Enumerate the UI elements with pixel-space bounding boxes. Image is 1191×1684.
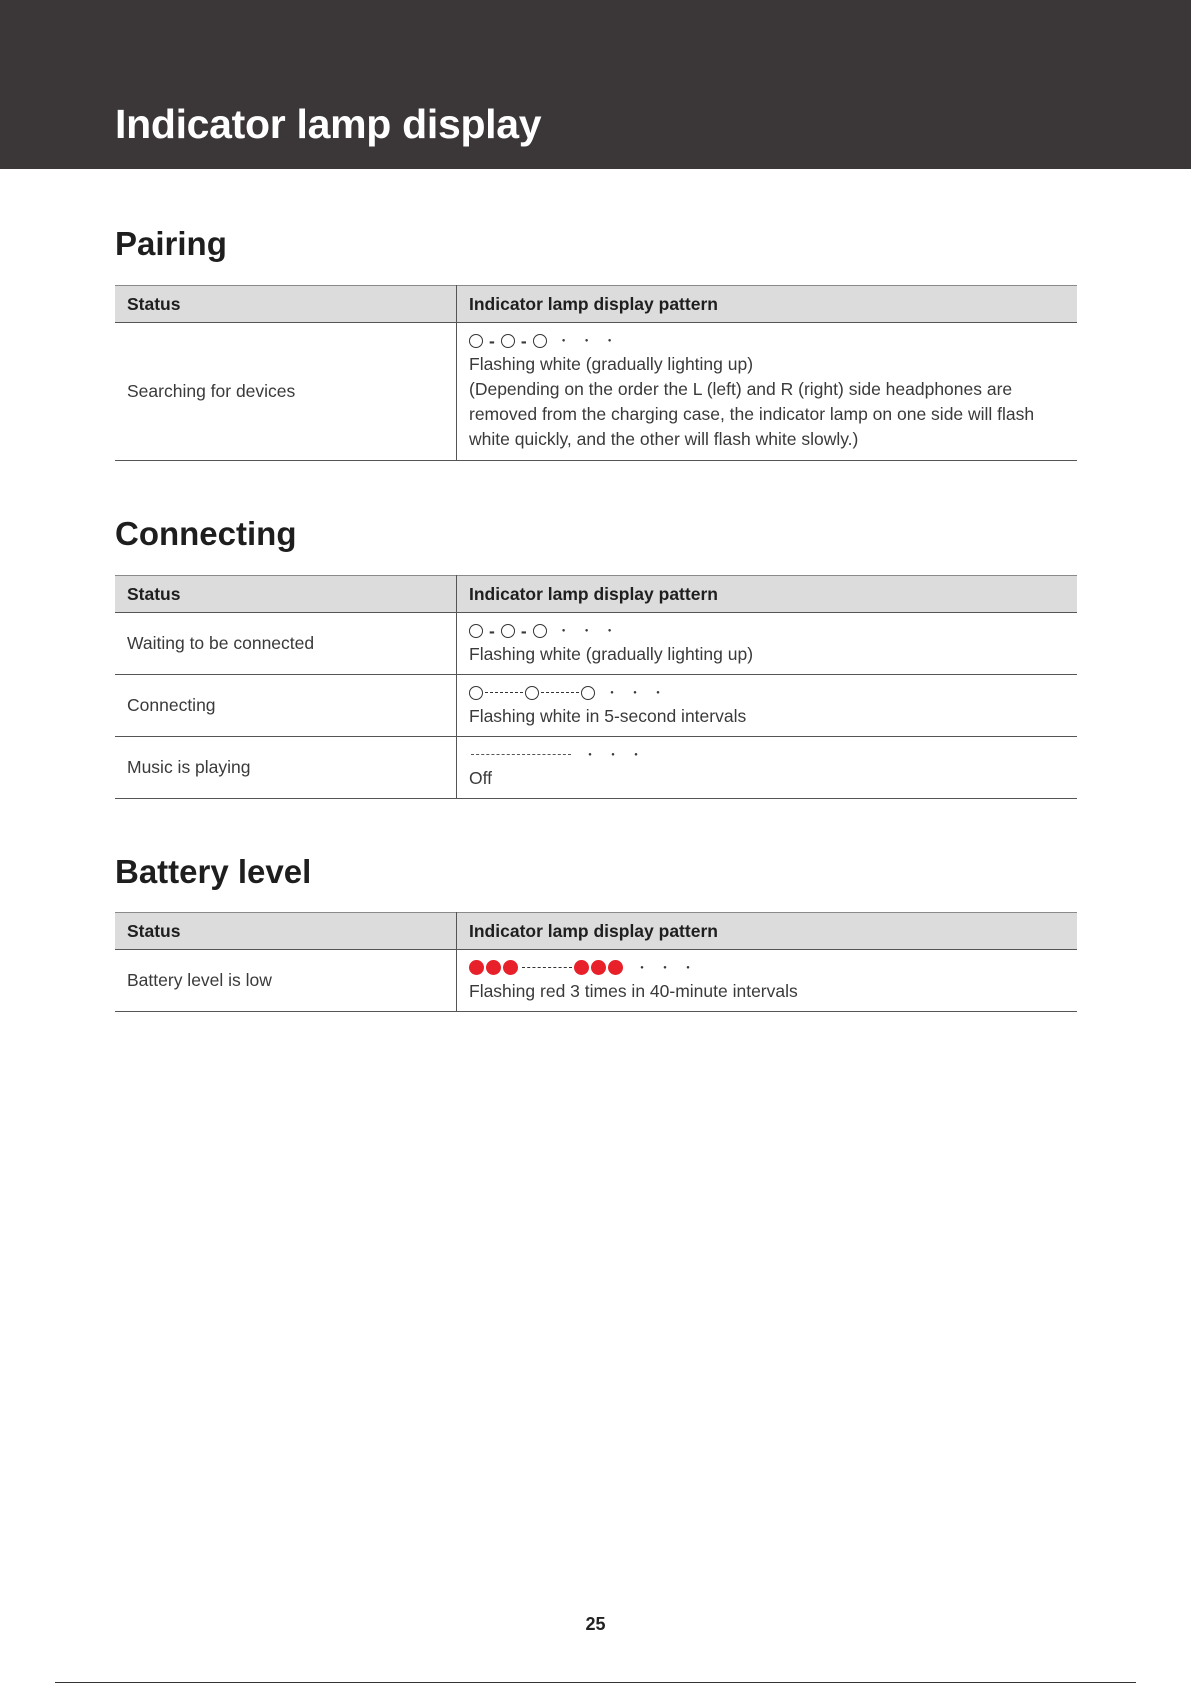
pattern-description: Flashing white (gradually lighting up)	[469, 643, 754, 664]
table-row	[115, 323, 1077, 461]
white-lamp-icon	[501, 334, 515, 348]
page-title: Indicator lamp display	[115, 101, 542, 147]
table-header-row	[115, 576, 1077, 613]
column-header-pattern: Indicator lamp display pattern	[457, 576, 1078, 613]
separator: -	[489, 331, 495, 351]
status-cell: Music is playing	[115, 737, 457, 799]
pattern-cell	[457, 737, 1078, 799]
section-title-connecting: Connecting	[115, 515, 297, 552]
off-pattern-line	[471, 754, 571, 755]
separator: -	[489, 620, 495, 641]
status-cell: Battery level is low	[115, 950, 457, 1012]
continuation-dots: ・・・	[605, 684, 674, 701]
pattern-note: (Depending on the order the L (left) and R (right) side headphones are	[469, 379, 1013, 399]
red-lamp-icon	[503, 960, 518, 975]
white-lamp-icon	[525, 686, 539, 700]
table-header-row	[115, 286, 1077, 323]
page-number: 25	[585, 1614, 606, 1634]
battery-table	[115, 912, 1077, 1012]
white-lamp-icon	[581, 686, 595, 700]
lamp-pattern	[469, 682, 1065, 704]
column-header-status: Status	[115, 286, 457, 323]
white-lamp-icon	[533, 624, 547, 638]
continuation-dots: ・・・	[556, 622, 626, 639]
red-lamp-icon	[486, 960, 501, 975]
continuation-dots: ・・・	[556, 333, 626, 349]
pattern-description: Off	[469, 767, 493, 788]
table-row	[115, 613, 1077, 675]
table-row	[115, 737, 1077, 799]
separator: -	[520, 620, 527, 641]
off-interval-line	[541, 692, 579, 693]
continuation-dots: ・・・	[635, 959, 704, 976]
red-lamp-icon	[574, 960, 589, 975]
pairing-table	[115, 285, 1077, 461]
lamp-pattern	[469, 744, 1065, 766]
continuation-dots: ・・・	[583, 746, 652, 763]
pattern-cell	[457, 613, 1078, 675]
pattern-description: Flashing white (gradually lighting up)	[469, 354, 754, 374]
table-row	[115, 675, 1077, 737]
lamp-pattern	[469, 330, 1065, 352]
pattern-cell	[457, 950, 1078, 1012]
pattern-cell	[457, 323, 1078, 461]
pattern-description: Flashing white in 5-second intervals	[469, 705, 747, 726]
section-title-pairing: Pairing	[115, 225, 227, 262]
section-title-battery: Battery level	[115, 853, 312, 890]
red-lamp-icon	[591, 960, 606, 975]
white-lamp-icon	[469, 686, 483, 700]
white-lamp-icon	[533, 334, 547, 348]
header-band	[0, 0, 1191, 169]
white-lamp-icon	[501, 624, 515, 638]
connecting-table	[115, 575, 1077, 799]
status-cell: Searching for devices	[115, 323, 457, 461]
lamp-pattern	[469, 620, 1065, 642]
white-lamp-icon	[469, 334, 483, 348]
table-row	[115, 950, 1077, 1012]
column-header-pattern: Indicator lamp display pattern	[457, 913, 1078, 950]
footer-rule	[55, 1682, 1136, 1683]
red-lamp-icon	[469, 960, 484, 975]
pattern-note: removed from the charging case, the indicator lamp on one side will flash	[469, 404, 1035, 424]
status-cell: Connecting	[115, 675, 457, 737]
status-cell: Waiting to be connected	[115, 613, 457, 675]
column-header-status: Status	[115, 913, 457, 950]
column-header-pattern: Indicator lamp display pattern	[457, 286, 1078, 323]
red-lamp-icon	[608, 960, 623, 975]
off-interval-line	[522, 967, 572, 968]
pattern-description: Flashing red 3 times in 40-minute intervals	[469, 980, 798, 1001]
off-interval-line	[485, 692, 523, 693]
lamp-pattern	[469, 957, 1065, 979]
table-header-row	[115, 913, 1077, 950]
white-lamp-icon	[469, 624, 483, 638]
pattern-cell	[457, 675, 1078, 737]
pattern-note: white quickly, and the other will flash white slowly.)	[469, 429, 859, 449]
column-header-status: Status	[115, 576, 457, 613]
separator: -	[520, 331, 527, 351]
